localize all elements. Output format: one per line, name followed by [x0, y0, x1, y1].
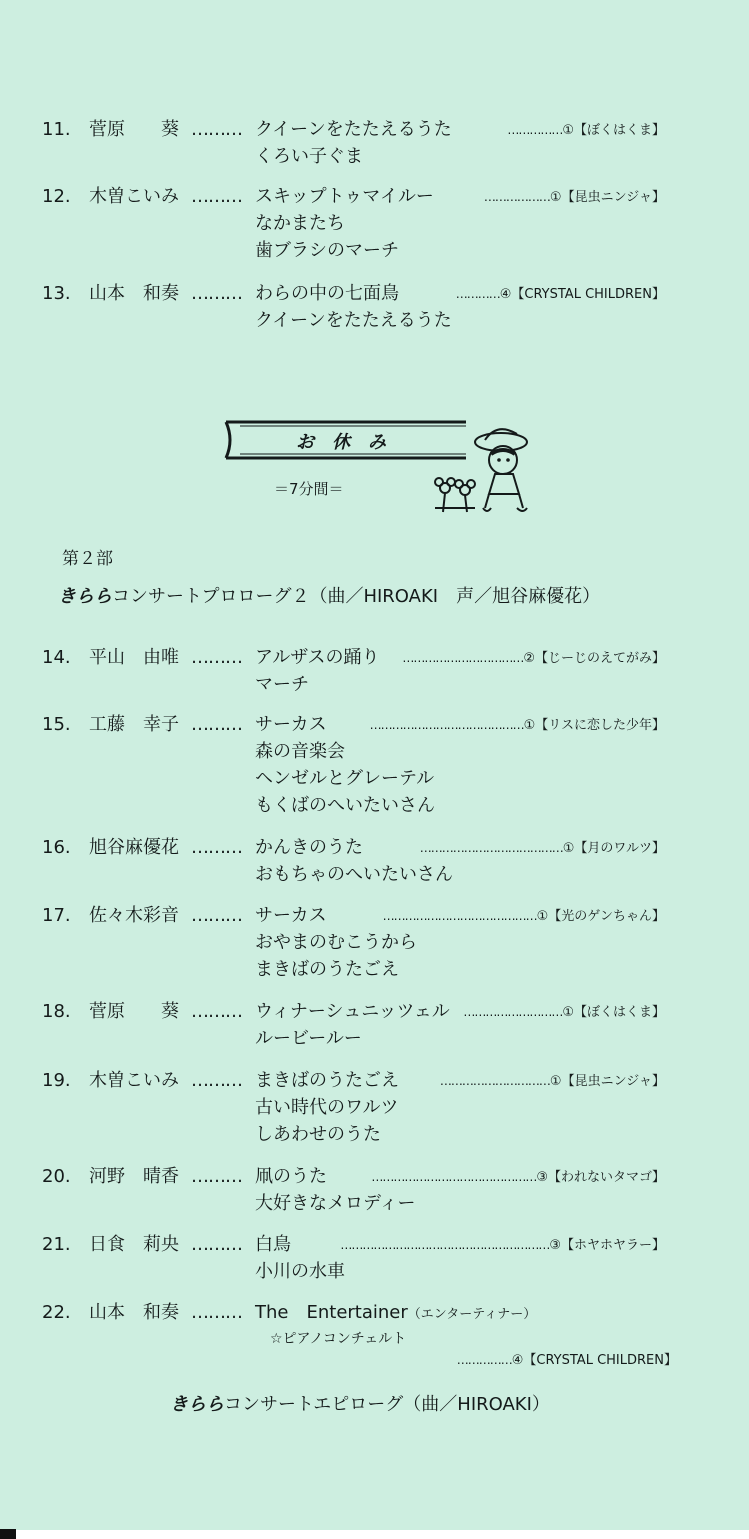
leader-dots: ……… — [191, 1166, 242, 1187]
corner-mark — [0, 1529, 16, 1539]
leader-dots: ……… — [191, 647, 242, 668]
teacher-group: ②【じーじのえてがみ】 — [523, 651, 665, 666]
leader-dots: ……… — [191, 714, 242, 735]
kirara-logo: きらら — [58, 586, 112, 607]
performer-name: 日食 莉央 — [89, 1234, 179, 1255]
song-title: 小川の水車 — [255, 1261, 345, 1282]
teacher-group: ④【CRYSTAL CHILDREN】 — [499, 287, 665, 302]
song-title: スキップトゥマイルー — [255, 186, 434, 207]
song-title: クイーンをたたえるうた — [255, 119, 452, 140]
program-entry-13 — [0, 280, 749, 331]
concert-epilogue — [170, 1390, 550, 1416]
song-title: 歯ブラシのマーチ — [255, 240, 399, 261]
program-entry-11 — [0, 116, 749, 167]
song-title: ヘンゼルとグレーテル — [255, 768, 435, 789]
entry-number: 17. — [42, 905, 71, 926]
performer-name: 山本 和奏 — [89, 1302, 179, 1323]
leader-dots: ……… — [191, 1234, 242, 1255]
teacher-group: ③【われないタマゴ】 — [536, 1170, 665, 1185]
epilogue-text: コンサートエピローグ（曲／HIROAKI） — [224, 1394, 550, 1415]
song-title: くろい子ぐま — [255, 146, 363, 167]
teacher-group: ③【ホヤホヤラー】 — [549, 1238, 665, 1253]
program-entry-20 — [0, 1163, 749, 1214]
song-title-en: The Entertainer — [255, 1302, 408, 1323]
song-title: アルザスの踊り — [255, 647, 380, 668]
performer-name: 旭谷麻優花 — [89, 837, 179, 858]
girl-with-flowers-illustration — [425, 422, 535, 517]
concert-prologue — [58, 582, 600, 608]
page-bottom-edge — [0, 1530, 749, 1539]
song-title: 古い時代のワルツ — [255, 1097, 399, 1118]
teacher-group: ①【ぼくはくま】 — [562, 123, 665, 138]
song-title: おもちゃのへいたいさん — [255, 864, 453, 885]
song-title: 大好きなメロディー — [255, 1193, 416, 1214]
leader-dots: ………………………………………………… — [340, 1238, 550, 1252]
program-entry-19 — [0, 1067, 749, 1145]
program-entry-18 — [0, 998, 749, 1049]
performer-name: 河野 晴香 — [89, 1166, 179, 1187]
leader-dots: …………………………… — [402, 651, 524, 665]
program-entry-12 — [0, 183, 749, 261]
performer-name: 菅原 葵 — [89, 119, 179, 140]
entry-number: 22. — [42, 1302, 71, 1323]
leader-dots: …………………………………… — [369, 718, 524, 732]
song-title — [255, 1299, 536, 1328]
leader-dots: …………… — [507, 123, 563, 137]
leader-dots: ……… — [191, 1001, 242, 1022]
performer-name: 木曽こいみ — [89, 186, 179, 207]
song-title: まきばのうたごえ — [255, 1070, 399, 1091]
song-title: ルービールー — [255, 1028, 362, 1049]
song-title: ウィナーシュニッツェル — [255, 1001, 450, 1022]
program-entry-21 — [0, 1231, 749, 1282]
teacher-group: ①【ぼくはくま】 — [562, 1005, 665, 1020]
performer-name: 佐々木彩音 — [89, 905, 179, 926]
song-note: ☆ピアノコンチェルト — [270, 1331, 407, 1347]
intermission-title: お休み — [296, 432, 404, 453]
teacher-group: ①【リスに恋した少年】 — [523, 718, 665, 733]
leader-dots: ……………………… — [463, 1005, 563, 1019]
program-entry-15 — [0, 711, 749, 816]
leader-dots: ………… — [455, 287, 500, 301]
entry-number: 13. — [42, 283, 71, 304]
song-title: まきばのうたごえ — [255, 959, 399, 980]
song-title: おやまのむこうから — [255, 932, 417, 953]
song-title: クイーンをたたえるうた — [255, 310, 452, 331]
teacher-group-line — [457, 1349, 677, 1368]
song-title: しあわせのうた — [255, 1124, 381, 1145]
leader-dots: ……… — [191, 186, 242, 207]
song-title-reading: （エンターティナー） — [407, 1307, 537, 1322]
leader-dots: ……… — [191, 905, 242, 926]
song-title: サーカス — [255, 714, 327, 735]
song-title: わらの中の七面鳥 — [255, 283, 399, 304]
performer-name: 菅原 葵 — [89, 1001, 179, 1022]
kirara-logo: きらら — [170, 1394, 224, 1415]
performer-name: 平山 由唯 — [89, 647, 179, 668]
song-title: なかまたち — [255, 213, 345, 234]
prologue-text: コンサートプロローグ２（曲／HIROAKI 声／旭谷麻優花） — [112, 586, 601, 607]
program-entry-16 — [0, 834, 749, 885]
teacher-group: ①【昆虫ニンジャ】 — [549, 1074, 665, 1089]
teacher-group: ①【月のワルツ】 — [562, 841, 665, 856]
performer-name: 山本 和奏 — [89, 283, 179, 304]
entry-number: 12. — [42, 186, 71, 207]
song-title: かんきのうた — [255, 837, 363, 858]
entry-number: 15. — [42, 714, 71, 735]
teacher-group: ①【光のゲンちゃん】 — [536, 909, 665, 924]
entry-number: 14. — [42, 647, 71, 668]
entry-number: 16. — [42, 837, 71, 858]
part-heading: 第２部 — [62, 549, 113, 569]
song-title: もくばのへいたいさん — [255, 795, 435, 816]
program-entry-17 — [0, 902, 749, 980]
entry-number: 11. — [42, 119, 71, 140]
leader-dots: ………………………… — [439, 1074, 550, 1088]
teacher-group: ④【CRYSTAL CHILDREN】 — [511, 1353, 677, 1368]
leader-dots: ……… — [191, 283, 242, 304]
song-title: 森の音楽会 — [255, 741, 345, 762]
leader-dots: ……… — [191, 1302, 242, 1323]
leader-dots: ……… — [191, 837, 242, 858]
leader-dots: ……………… — [483, 190, 550, 204]
leader-dots: ……………………………………… — [371, 1170, 537, 1184]
entry-number: 18. — [42, 1001, 71, 1022]
leader-dots: …………………………………… — [382, 909, 537, 923]
song-title: 凧のうた — [255, 1166, 327, 1187]
program-entry-22 — [0, 1299, 749, 1368]
song-title: サーカス — [255, 905, 327, 926]
leader-dots: ……… — [191, 1070, 242, 1091]
entry-number: 19. — [42, 1070, 71, 1091]
intermission-duration: ＝7分間＝ — [274, 480, 344, 498]
performer-name: 木曽こいみ — [89, 1070, 179, 1091]
teacher-group: ①【昆虫ニンジャ】 — [549, 190, 665, 205]
song-title: マーチ — [255, 674, 309, 695]
program-entry-14 — [0, 644, 749, 695]
song-title: 白鳥 — [255, 1234, 291, 1255]
leader-dots: …………… — [456, 1353, 512, 1367]
leader-dots: ………………………………… — [419, 841, 563, 855]
performer-name: 工藤 幸子 — [89, 714, 179, 735]
entry-number: 21. — [42, 1234, 71, 1255]
entry-number: 20. — [42, 1166, 71, 1187]
leader-dots: ……… — [191, 119, 242, 140]
